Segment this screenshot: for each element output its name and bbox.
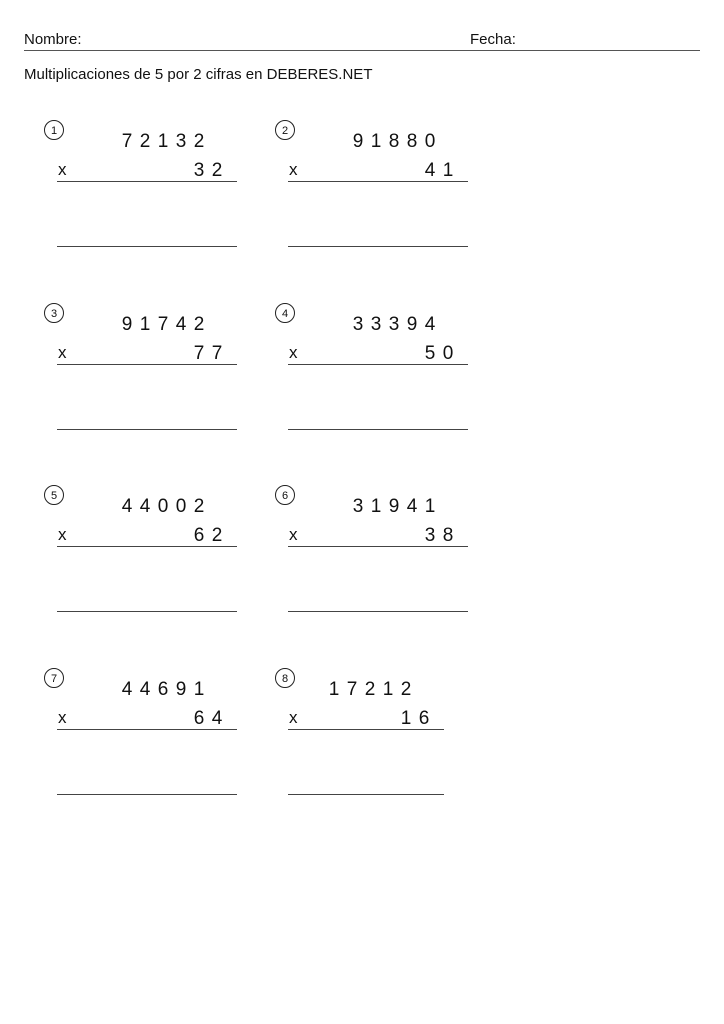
digit: 9 xyxy=(406,314,418,335)
problem-4 xyxy=(275,303,475,483)
digit: 6 xyxy=(418,708,430,729)
product-line xyxy=(57,181,237,182)
digit: 4 xyxy=(424,160,436,181)
multiply-sign: x xyxy=(289,708,298,727)
multiplier xyxy=(421,160,457,182)
product-line xyxy=(57,546,237,547)
digit: 4 xyxy=(211,708,223,729)
answer-line xyxy=(57,246,237,247)
digit: 1 xyxy=(400,708,412,729)
multiplier xyxy=(397,708,433,730)
product-line xyxy=(288,364,468,365)
multiplier xyxy=(190,525,226,547)
multiplier xyxy=(421,343,457,365)
digit: 1 xyxy=(370,496,382,517)
digit: 4 xyxy=(121,496,133,517)
digit: 6 xyxy=(157,679,169,700)
digit: 0 xyxy=(157,496,169,517)
product-line xyxy=(57,729,237,730)
problem-8 xyxy=(275,668,475,848)
multiplicand xyxy=(118,496,208,518)
multiplier xyxy=(190,708,226,730)
multiplicand xyxy=(118,679,208,701)
problem-number: 6 xyxy=(275,485,295,505)
digit: 7 xyxy=(346,679,358,700)
multiply-sign: x xyxy=(58,343,67,362)
multiplicand xyxy=(349,131,439,153)
problem-1 xyxy=(44,120,244,300)
digit: 3 xyxy=(352,314,364,335)
digit: 4 xyxy=(175,314,187,335)
digit: 8 xyxy=(442,525,454,546)
problem-number: 8 xyxy=(275,668,295,688)
digit: 3 xyxy=(370,314,382,335)
digit: 2 xyxy=(139,131,151,152)
digit: 3 xyxy=(193,160,205,181)
problem-5 xyxy=(44,485,244,665)
digit: 4 xyxy=(406,496,418,517)
answer-line xyxy=(57,611,237,612)
problem-number: 4 xyxy=(275,303,295,323)
digit: 9 xyxy=(175,679,187,700)
digit: 2 xyxy=(400,679,412,700)
digit: 3 xyxy=(388,314,400,335)
multiply-sign: x xyxy=(289,343,298,362)
answer-line xyxy=(288,794,444,795)
multiplier xyxy=(421,525,457,547)
digit: 2 xyxy=(193,131,205,152)
multiplier xyxy=(190,160,226,182)
digit: 0 xyxy=(175,496,187,517)
answer-line xyxy=(288,611,468,612)
multiply-sign: x xyxy=(58,525,67,544)
digit: 6 xyxy=(193,708,205,729)
multiplicand xyxy=(325,679,415,701)
digit: 4 xyxy=(139,496,151,517)
digit: 5 xyxy=(424,343,436,364)
digit: 3 xyxy=(175,131,187,152)
digit: 1 xyxy=(424,496,436,517)
digit: 7 xyxy=(157,314,169,335)
digit: 1 xyxy=(157,131,169,152)
product-line xyxy=(288,181,468,182)
product-line xyxy=(288,729,444,730)
digit: 1 xyxy=(382,679,394,700)
problem-7 xyxy=(44,668,244,848)
problem-number: 5 xyxy=(44,485,64,505)
multiply-sign: x xyxy=(58,160,67,179)
digit: 7 xyxy=(193,343,205,364)
header-divider xyxy=(24,50,700,51)
digit: 4 xyxy=(139,679,151,700)
digit: 6 xyxy=(193,525,205,546)
answer-line xyxy=(57,794,237,795)
problem-6 xyxy=(275,485,475,665)
digit: 3 xyxy=(352,496,364,517)
problem-number: 1 xyxy=(44,120,64,140)
answer-line xyxy=(288,246,468,247)
problem-2 xyxy=(275,120,475,300)
digit: 1 xyxy=(139,314,151,335)
answer-line xyxy=(288,429,468,430)
multiplier xyxy=(190,343,226,365)
digit: 9 xyxy=(388,496,400,517)
multiplicand xyxy=(118,314,208,336)
multiply-sign: x xyxy=(289,525,298,544)
digit: 2 xyxy=(193,314,205,335)
digit: 9 xyxy=(121,314,133,335)
digit: 1 xyxy=(370,131,382,152)
multiplicand xyxy=(349,314,439,336)
digit: 2 xyxy=(364,679,376,700)
digit: 9 xyxy=(352,131,364,152)
digit: 3 xyxy=(424,525,436,546)
multiplicand xyxy=(118,131,208,153)
answer-line xyxy=(57,429,237,430)
digit: 4 xyxy=(424,314,436,335)
problem-3 xyxy=(44,303,244,483)
worksheet-title: Multiplicaciones de 5 por 2 cifras en DEBERES.NET xyxy=(24,66,373,83)
digit: 1 xyxy=(442,160,454,181)
problem-number: 7 xyxy=(44,668,64,688)
digit: 0 xyxy=(424,131,436,152)
digit: 8 xyxy=(388,131,400,152)
digit: 7 xyxy=(121,131,133,152)
problem-number: 3 xyxy=(44,303,64,323)
digit: 1 xyxy=(193,679,205,700)
name-label: Nombre: xyxy=(24,31,82,48)
date-label: Fecha: xyxy=(470,31,516,48)
digit: 2 xyxy=(193,496,205,517)
digit: 7 xyxy=(211,343,223,364)
product-line xyxy=(288,546,468,547)
multiply-sign: x xyxy=(289,160,298,179)
digit: 2 xyxy=(211,525,223,546)
digit: 1 xyxy=(328,679,340,700)
digit: 0 xyxy=(442,343,454,364)
problem-number: 2 xyxy=(275,120,295,140)
multiply-sign: x xyxy=(58,708,67,727)
digit: 8 xyxy=(406,131,418,152)
product-line xyxy=(57,364,237,365)
digit: 2 xyxy=(211,160,223,181)
digit: 4 xyxy=(121,679,133,700)
multiplicand xyxy=(349,496,439,518)
